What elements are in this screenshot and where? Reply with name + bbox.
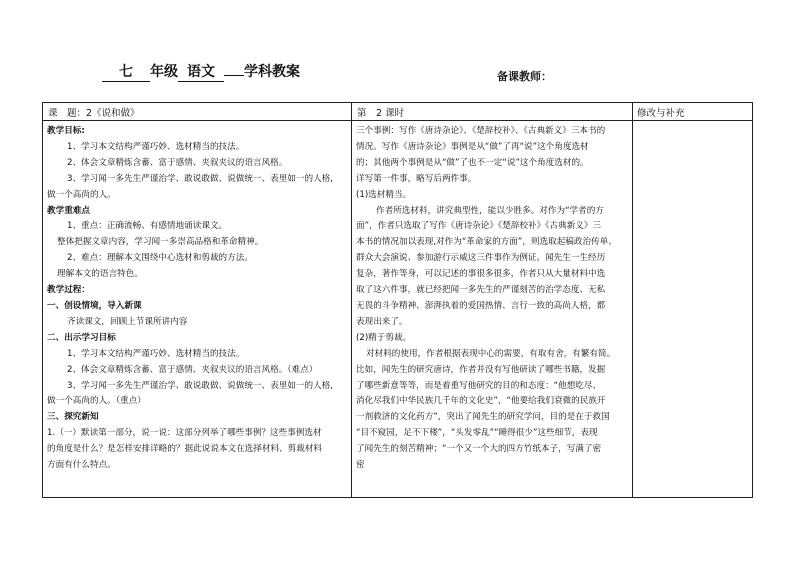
subject-blank: [224, 75, 244, 76]
column-divider-1: [351, 103, 352, 497]
text-line: 1.（一）默读第一部分，说一说：这部分列举了哪些事例？这些事例选材: [47, 428, 322, 439]
header-row-divider: [43, 120, 752, 121]
text-line: 方面有什么特点。: [47, 460, 116, 471]
text-line: 整体把握文章内容，学习闻一多崇高品格和革命精神。: [57, 237, 264, 248]
text-line: 1、重点：正确流畅、有感情地诵读课文。: [67, 221, 228, 232]
text-line: 的；其他两个事例是从“做”了也不一定“说”这个角度选材的。: [356, 157, 589, 168]
text-line: (2)精于剪裁。: [356, 332, 412, 343]
text-line: 表现出来了。: [356, 316, 408, 327]
subject-value: 语文: [178, 64, 224, 82]
text-line: 无畏的斗争精神、澎湃执着的爱国热情、言行一致的高尚人格，都: [356, 300, 606, 311]
text-line: 密: [356, 460, 365, 471]
text-line: 详写第一件事，略写后两件事。: [356, 173, 477, 184]
text-line: 3、学习闻一多先生严谨治学、敢说敢做、说做统一、表里如一的人格,: [67, 380, 334, 391]
text-line: 做一个高尚的人。: [47, 189, 116, 200]
column-divider-2: [632, 103, 633, 497]
text-line: 1、学习本文结构严谨巧妙、选材精当的技法。: [67, 348, 245, 359]
lesson-cell: 第 2 课时: [357, 108, 405, 119]
plan-label: 学科教案: [244, 64, 300, 80]
topic-cell: 课 题：2《说和做》: [48, 108, 140, 119]
text-line: 群众大会演说、参加游行示威这三件事作为例证。闻先生一生经历: [356, 253, 606, 264]
text-line: 2、难点：理解本文围绕中心选材和剪裁的方法。: [67, 253, 253, 264]
text-line: (1)选材精当。: [356, 189, 412, 200]
text-line: 作者所选材料，讲究典型性，能以少胜多。对作为“学者的方: [376, 205, 604, 216]
grade-value: 七: [102, 64, 150, 82]
text-line: 齐读课文，回顾上节课所讲内容: [67, 316, 188, 327]
text-line: 二、出示学习目标: [47, 332, 116, 343]
text-line: 2、体会文章精炼含蓄、富于感情、夹叙夹议的语言风格。: [67, 157, 288, 168]
analysis-column: [356, 124, 632, 474]
text-line: 对材料的使用，作者根据表现中心的需要，有取有舍，有繁有简。: [366, 348, 616, 359]
text-line: 一、创设情境，导入新课: [47, 300, 142, 311]
text-line: 消化尽我们中华民族几千年的文化史”，“他要给我们衰微的民族开: [356, 396, 606, 407]
document-title: [102, 64, 300, 82]
text-line: 三个事例：写作《唐诗杂论》、《楚辞校补》、《古典新义》三本书的: [356, 126, 606, 136]
teaching-content-column: [47, 124, 347, 474]
text-line: 一剂救济的文化药方”，突出了闻先生的研究学问，目的是在于救国: [356, 412, 610, 423]
grade-label: 年级: [150, 64, 178, 80]
text-line: 做一个高尚的人。（重点）: [47, 396, 146, 407]
teacher-label: 备课教师：: [497, 70, 552, 83]
text-line: “目不窥园，足不下楼”，“头发零乱”“睡得很少”这些细节，表现: [356, 428, 598, 439]
text-line: 教学过程：: [47, 285, 90, 296]
text-line: 本书的情况加以表现,对作为“革命家的方面”，则选取起稿政治传单、: [356, 237, 617, 248]
text-line: 的角度是什么？是怎样安排详略的？据此说说本文在选择材料、剪裁材料: [47, 444, 323, 455]
text-line: 了哪些新意等等，而是着重写他研究的目的和态度：“他想吃尽、: [356, 380, 602, 391]
text-line: 复杂，著作等身，可以记述的事很多很多，作者只从大量材料中选: [356, 269, 606, 280]
text-line: 了闻先生的刻苦精神；“一个又一个大的四方竹纸本子，写满了密: [356, 444, 602, 455]
text-line: 3、学习闻一多先生严谨治学、敢说敢做、说做统一、表里如一的人格,: [67, 173, 334, 184]
text-line: 教学目标:: [47, 126, 85, 136]
lesson-plan-table: [42, 102, 753, 498]
text-line: 三、探究新知: [47, 412, 99, 423]
text-line: 1、学习本文结构严谨巧妙、选材精当的技法。: [67, 141, 245, 152]
text-line: 理解本文的语言特色。: [57, 269, 143, 280]
text-line: 面”，作者只选取了写作《唐诗杂论》《楚辞校补》《古典新义》三: [356, 221, 602, 232]
text-line: 2、体会文章精炼含蓄、富于感情、夹叙夹议的语言风格。（难点）: [67, 364, 318, 375]
text-line: 取了这六件事，就已经把闻一多先生的严谨刻苦的治学态度、无私: [356, 285, 606, 296]
revise-header: 修改与补充: [637, 108, 685, 119]
text-line: 情况。写作《唐诗杂论》事例是从“做”了再“说”这个角度选材: [356, 141, 589, 152]
text-line: 教学重难点: [47, 205, 90, 216]
text-line: 比如，闻先生的研究唐诗，作者并没有写他研读了哪些书籍，发掘: [356, 364, 606, 375]
